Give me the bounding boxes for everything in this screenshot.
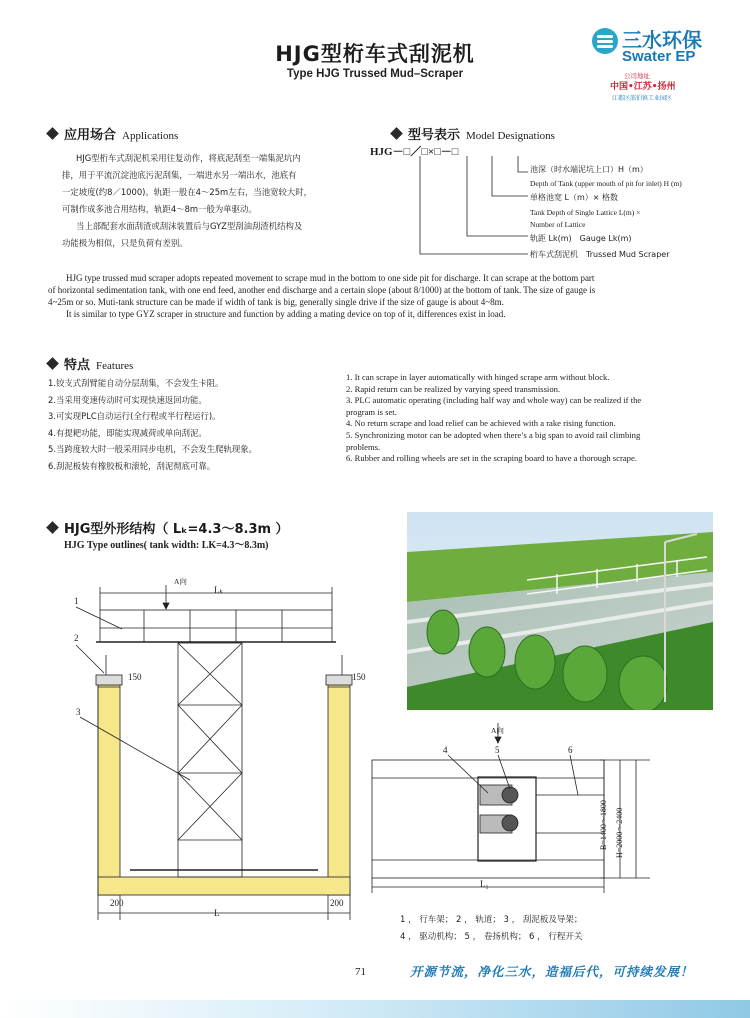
callout-6: 6: [568, 745, 573, 755]
dim-150-left: 150: [128, 672, 142, 682]
legend-line-1: 1 ， 行车架； 2 ， 轨道； 3 ， 刮泥板及导架；: [400, 915, 583, 925]
diamond-bullet-icon: [46, 127, 59, 140]
model-heading: 型号表示 Model Designations: [392, 124, 555, 143]
model-item-gauge: 轨距 Lk(m) Gauge Lk(m): [530, 234, 632, 243]
feature-cn-item: 3.可实现PLC自动运行(全行程或半行程运行)。: [48, 411, 221, 421]
logo-address-label: 公司地址: [624, 72, 650, 80]
logo-address-sub: 江都区邵伯镇工业园区: [612, 95, 673, 102]
a-direction-label-plan: A向: [491, 726, 504, 735]
feature-en-item: 4. No return scrape and load relief can be achieved with a rake rising function.: [346, 418, 616, 429]
feature-cn-item: 5.当跨度较大时一般采用同步电机，不会发生爬轨现象。: [48, 444, 257, 454]
dim-200-left: 200: [110, 898, 124, 908]
feature-en-item: 3. PLC automatic operating (including half way and whole way) can be realized if the: [346, 395, 642, 406]
sedimentation-tank-photo: [407, 512, 713, 710]
feature-cn-item: 6.刮泥板装有橡胶板和滚轮，刮泥彻底可靠。: [48, 460, 216, 471]
applications-heading: 应用场合 Applications: [48, 124, 178, 143]
model-leader-lines: [370, 150, 550, 265]
a-direction-label: A向: [174, 577, 187, 586]
diamond-bullet-icon: [46, 521, 59, 534]
h-dimension-label: H=2000～2400: [615, 807, 624, 858]
callout-2: 2: [74, 633, 79, 643]
callout-1: 1: [74, 596, 79, 606]
feature-en-item: 2. Rapid return can be realized by varying speed transmission.: [346, 383, 561, 394]
logo-address-main: 中国•江苏•扬州: [610, 82, 676, 92]
dim-200-right: 200: [330, 898, 344, 908]
model-code: HJG－□／□×□－□: [370, 146, 459, 158]
page-title-cn: HJG型桁车式刮泥机: [275, 42, 475, 66]
applications-en-text: HJG type trussed mud scraper adopts repeated movement to scrape mud in the bottom to one side pit for discharge. It can scrape at the bottom part of horizontal sedimentation tank, with one end feed, another end discharge and a certain slope (about 8/1000) at the bottom of tank. The size of gauge is 4~25m or so. Muti-tank structure can be made if width of tank is big, generally single drive if the size of gauge is about 4~8m. It is similar to type GYZ scraper in structure and function by adding a mating device on top of it, differences exist in load.: [48, 273, 596, 319]
dim-150-right: 150: [352, 672, 366, 682]
outline-plan-drawing: [360, 715, 700, 900]
diamond-bullet-icon: [390, 127, 403, 140]
company-logo: [592, 22, 732, 102]
feature-en-item: program is set.: [346, 406, 397, 417]
model-item-type: 桁车式刮泥机 Trussed Mud Scraper: [530, 250, 670, 259]
outline-heading-en: HJG Type outlines( tank width: LK=4.3～8.3m): [64, 540, 269, 551]
page-title-en: Type HJG Trussed Mud–Scraper: [286, 68, 464, 80]
footer-bar: [0, 1000, 750, 1018]
features-cn-list: [48, 375, 348, 474]
water-waves-icon: [592, 28, 618, 54]
feature-cn-item: 2.当采用变速传动时可实现快速返回功能。: [48, 394, 207, 405]
legend-line-2: 4 ， 驱动机构； 5 ， 卷扬机构； 6 ， 行程开关: [400, 932, 583, 942]
page-number: 71: [355, 966, 366, 978]
b-dimension-label: B=1400～1800: [599, 800, 608, 850]
diamond-bullet-icon: [46, 357, 59, 370]
model-item-width-cn: 单格池宽 L（m）× 格数: [530, 193, 619, 202]
feature-en-item: 1. It can scrape in layer automatically with hinged scrape arm without block.: [346, 372, 610, 382]
feature-cn-item: 4.有提耙功能，即能实现减荷或单向刮泥。: [48, 427, 207, 438]
model-item-width-en: Tank Depth of Single Lattice L(m) ×: [530, 208, 641, 217]
feature-en-item: 5. Synchronizing motor can be adopted when there’s a big span to avoid rail climbing: [346, 429, 641, 440]
features-heading: 特点 Features: [48, 354, 133, 373]
model-item-depth-en: Depth of Tank (upper mouth of pit for inlet) H (m): [530, 179, 682, 188]
outline-section-drawing: [60, 565, 360, 940]
outline-heading-cn: HJG型外形结构（ Lₖ=4.3～8.3m ）: [48, 518, 289, 537]
feature-en-item: problems.: [346, 441, 381, 452]
callout-3: 3: [76, 707, 81, 717]
applications-cn-text: HJG型桁车式刮泥机采用往复动作，将底泥刮至一端集泥坑内 排，用于平流沉淀池底污泥刮集，一端进水另一端出水，池底有 一定坡度(约8／1000)。轨距一般在4～25m左右，当池宽较大时， 可制作成多池合用结构，轨距4～8m一般为单驱动。 当上部配套水面刮渣或刮沫装置后与GYZ型刮油刮渣机结构及 功能极为相似，只是负荷有差别。: [62, 153, 312, 248]
feature-en-item: 6. Rubber and rolling wheels are set in the scraping board to have a thorough scrape.: [346, 453, 637, 464]
feature-cn-item: 1.铰支式刮臂能自动分层刮集，不会发生卡阻。: [48, 378, 224, 388]
logo-name-en: Swater EP: [622, 48, 696, 65]
callout-5: 5: [495, 745, 500, 755]
footer-slogan: 开源节流，净化三水，造福后代，可持续发展！: [410, 964, 694, 979]
callout-4: 4: [443, 745, 448, 755]
logo-name-cn: 三水环保: [622, 28, 702, 52]
model-item-width-en2: Number of Lattice: [530, 220, 586, 229]
l-dimension-label: L: [214, 908, 220, 918]
l1-dimension-label: L₁: [480, 879, 489, 889]
model-item-depth-cn: 池深（时水端泥坑上口）H（m）: [530, 165, 648, 174]
lk-dimension-label: Lₖ: [214, 585, 224, 595]
features-en-list: [346, 372, 718, 465]
